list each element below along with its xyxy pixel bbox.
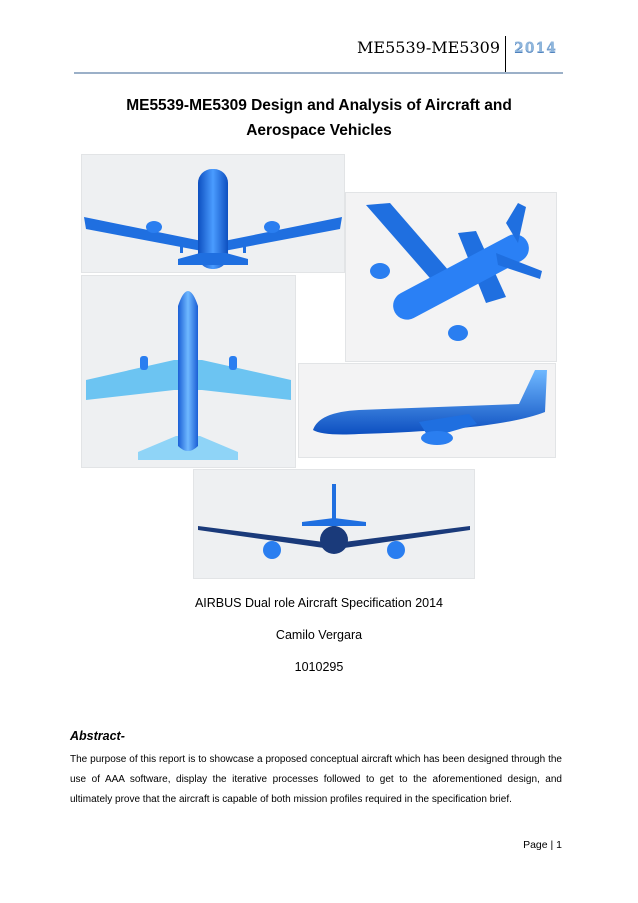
aircraft-isometric-render	[345, 192, 557, 362]
header-separator	[505, 36, 506, 72]
title-line-2: Aerospace Vehicles	[246, 122, 392, 139]
aircraft-rear-icon	[194, 470, 474, 578]
student-id: 1010295	[294, 660, 344, 674]
title-line-1: ME5539-ME5309 Design and Analysis of Aircraft and	[126, 97, 512, 114]
header-rule	[74, 72, 563, 74]
author-name: Camilo Vergara	[275, 628, 363, 642]
aircraft-top-icon	[82, 276, 295, 467]
abstract-body: The purpose of this report is to showcase a proposed conceptual aircraft which has been designed through the use of AAA software, display the iterative processes followed to get to the aforementioned design, and ultimately prove that the aircraft is capable of both mission profiles required in the specification brief.	[70, 754, 562, 805]
aircraft-top-render	[81, 275, 296, 468]
document-title	[70, 93, 568, 143]
aircraft-rear-render	[193, 469, 475, 579]
header-year: 2014	[514, 40, 557, 56]
abstract-heading: Abstract-	[70, 729, 125, 743]
page-number: Page | 1	[523, 839, 562, 851]
aircraft-front-icon	[82, 155, 344, 272]
header-course-code: ME5539-ME5309	[357, 38, 500, 57]
spec-title: AIRBUS Dual role Aircraft Specification 2014	[194, 596, 444, 610]
aircraft-side-render	[298, 363, 556, 458]
aircraft-front-render	[81, 154, 345, 273]
aircraft-side-icon	[299, 364, 555, 457]
aircraft-isometric-icon	[346, 193, 556, 361]
